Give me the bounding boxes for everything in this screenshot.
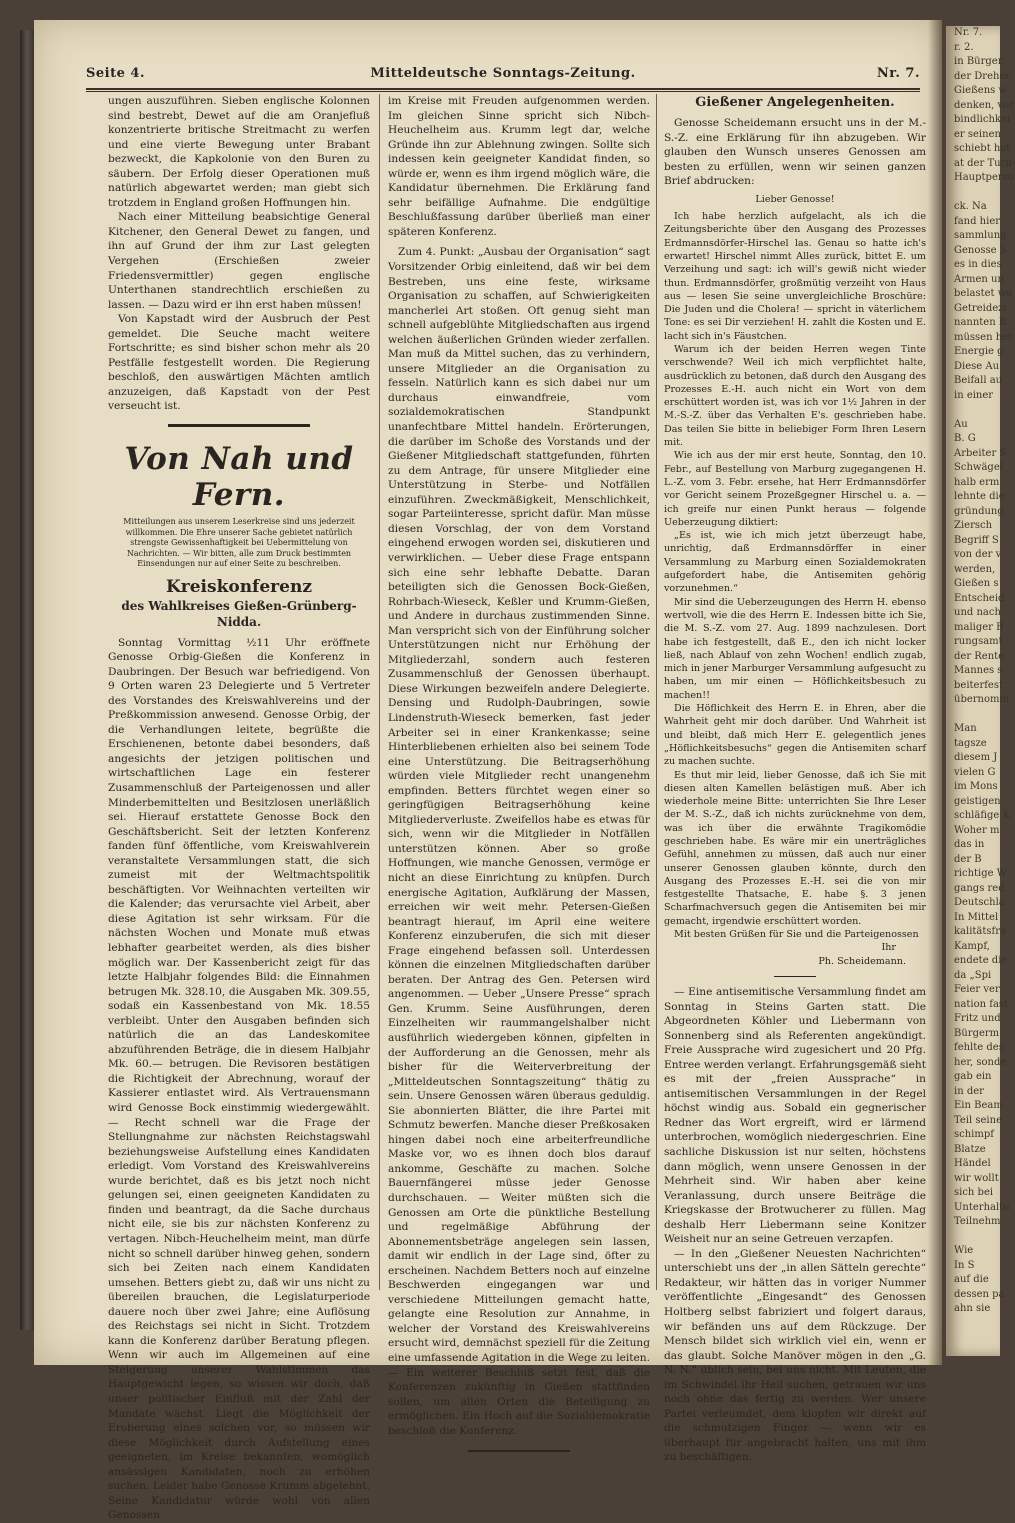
adjacent-page-fragment-line: beiterfest (954, 679, 1004, 691)
adjacent-page-fragment-line: kalitätsfra (954, 926, 1006, 937)
adjacent-page-fragment-line: Woher m (954, 824, 1000, 836)
adjacent-page-fragment-line: Genosse S (954, 244, 1007, 256)
adjacent-page-fragment-line: lehnte die (954, 491, 1005, 502)
adjacent-page-fragment-line (946, 403, 1000, 418)
giessener-nachrichten-paragraph: — In den „Gießener Neuesten Nachrichten“ unterschiebt uns der „in allen Sätteln gerechte“ Redakteur, wir hätten das in voriger Nummer veröffentlichte „Eingesandt“ des Genossen Holtberg selbst fabriziert und folgert daraus, wir befänden uns auf dem Rückzuge. Der Mensch bildet sich wirklich viel ein, wenn er das glaubt. Solche Manöver mögen in den „G. N. N.“ üblich sein, bei uns nicht. Mit Leuten, die im Schwindel ihr Heil suchen, getrauen wir uns noch ohne das fertig zu werden. Wer unsere Partei verleumdet, dem klopfen wir direkt auf die schmutzigen Finger — wenn wir es überhaupt für angebracht halten, uns mit ihm zu beschäftigen. (664, 1247, 926, 1464)
adjacent-page-fragment-line: ck. Na (954, 201, 987, 212)
adjacent-page-fragment-line: Feier ver (954, 984, 1000, 995)
page-header (86, 62, 920, 86)
war-report-paragraph-3: Von Kapstadt wird der Ausbruch der Pest gemeldet. Die Seuche macht weitere Fortschritte; es sind bisher schon mehr als 20 Pestfälle festgestellt worden. Die Regierung beschloß, den auswärtigen Mächten amtlich anzuzeigen, daß Kapstadt von der Pest verseucht ist. (108, 313, 370, 413)
letter-paragraph-6: Es thut mir leid, lieber Genosse, daß ich Sie mit diesen alten Kamellen belästigen muß. Aber ich wiederhole meine Bitte: unterrichten Sie Ihre Leser der M. S.-Z., daß ich nichts zurücknehme von dem, was ich über die erwähnte Tragikomödie geschrieben habe. Es wäre mir ein unerträgliches Gefühl, annehmen zu müssen, daß auch nur einer unserer Genossen glauben könnte, durch den Ausgang des Prozesses E.-H. sei die von mir festgestellte Thatsache, E. habe §. 3 jenen Scharfmachversuch gegen die Antisemiten bei mir gemacht, irgendwie erschüttert worden. (664, 769, 926, 927)
adjacent-page-fragment-line (946, 708, 1000, 723)
adjacent-page-fragment-line: rungsamt (954, 636, 1003, 647)
column-2 (388, 94, 650, 1437)
adjacent-page-fragment-line: geistigen (954, 795, 1001, 807)
adjacent-page-fragment-line: B. G (954, 433, 976, 444)
war-report-paragraph-1: ungen auszuführen. Sieben englische Kolonnen sind bestrebt, Dewet auf die am Oranjefluß konzentrierte britische Streitmacht zu werfen und eine vierte Bewegung unter Brabant bezweckt, die Kapkolonie von den Buren zu säubern. Der Erfolg dieser Operationen muß natürlich abgewartet werden; man giebt sich trotzdem in England großen Hoffnungen hin. (108, 95, 370, 209)
adjacent-page-fragment-line: in Bürger (954, 56, 1003, 67)
adjacent-page-fragment-line: der B (954, 853, 982, 865)
adjacent-page-fragment-line: r. 2. (954, 41, 974, 53)
adjacent-page-fragment-line: Begriff S (954, 534, 999, 546)
adjacent-page-fragment-line: richtige W (954, 868, 1008, 879)
adjacent-page-fragment-line: endete die (954, 955, 1008, 966)
adjacent-page-fragment-line: Diese Au (954, 360, 1000, 372)
letter-paragraph-1: Ich habe herzlich aufgelacht, als ich die Zeitungsberichte über den Ausgang des Prozesses Erdmannsdörfer-Hirschel las. Genau so hatte ich's erwartet! Hirschel nimmt Alles zurück, bittet E. um Verzeihung und sagt: ich will's gewiß nicht wieder thun. Erdmannsdörfer, großmütig verzeiht von Haus aus — lesen Sie seine unvergleichliche Broschüre: Die Juden und die Cholera! — spricht in väterlichem Tone: es sei Dir verziehen! H. zahlt die Kosten und E. lacht sich in's Fäustchen. (664, 211, 926, 342)
adjacent-page-fragment-line: nannten B (954, 317, 1007, 328)
adjacent-page-fragment-line: In Mittel (954, 911, 999, 923)
article-subtitle-wahlkreis: des Wahlkreises Gießen-Grünberg-Nidda. (121, 598, 357, 629)
book-spine (20, 30, 34, 1330)
adjacent-page-fragment-line: In S (954, 1259, 975, 1271)
adjacent-page-fragment-line: Entscheid (954, 592, 1005, 604)
adjacent-page-fragment-line: in einer (954, 389, 994, 401)
kreiskonferenz-body: Sonntag Vormittag ½11 Uhr eröffnete Genosse Orbig-Gießen die Konferenz in Daubringen. Der Besuch war befriedigend. Von 9 Orten waren 23 Delegierte und 5 Vertreter des Vorstandes des Kreiswahlvereins und der Preßkommission anwesend. Genosse Orbig, der die Verhandlungen leitete, begrüßte die Erschienenen, betonte dabei besonders, daß angesichts der jetzigen politischen und wirtschaftlichen Lage ein festerer Zusammenschluß der Parteigenossen und aller Minderbemittelten und Besitzlosen unerläßlich sei. Hierauf erstattete Genosse Bock den Geschäftsbericht. Seit der letzten Konferenz fanden fünf öffentliche, vom Kreiswahlverein veranstaltete Versammlungen statt, die sich zumeist mit der Weltmachtspolitik beschäftigten. Vor Weihnachten verteilten wir die Kalender; das verursachte viel Arbeit, aber diese Agitation ist sehr wirksam. Für die nächsten Wochen und Monate muß etwas lebhafter gearbeitet werden, als dies bisher möglich war. Der Kassenbericht zeigt für das letzte Halbjahr folgendes Bild: die Einnahmen betrugen Mk. 328.10, die Ausgaben Mk. 309.55, sodaß ein Kassenbestand von Mk. 18.55 verbleibt. Unter den Ausgaben befinden sich natürlich die an das Landeskomitee abzuführenden Beträge, die in diesem Halbjahr Mk. 60.— betrugen. Die Revisoren bestätigen die Richtigkeit der Abrechnung, worauf der Kassierer entlastet wird. Als Vertrauensmann wird Genosse Bock einstimmig wiedergewählt. — Recht schnell war die Frage der Stellungnahme zur nächsten Reichstagswahl beziehungsweise Aufstellung eines Kandidaten erledigt. Vom Vorstand des Kreiswahlvereins wurde berichtet, daß es bis jetzt noch nicht gelungen sei, einen geeigneten Kandidaten zu finden und beantragt, da die Sache durchaus nicht eile, sie bis zur nächsten Konferenz zu vertagen. Nibch-Heuchelheim meint, man dürfe nicht so schnell darüber hinweg gehen, sondern sich bei Zeiten nach einem Kandidaten umsehen. Betters giebt zu, daß wir uns nicht zu übereilen brauchen, die Legislaturperiode dauere noch über zwei Jahre; eine Auflösung des Reichstags sei nicht in Sicht. Trotzdem kann die Konferenz darüber Beratung pflegen. Wenn wir auch im Allgemeinen auf eine Steigerung unserer Wahlstimmen das Hauptgewicht legen, so wissen wir doch, daß unser politischer Einfluß mit der Zahl der Mandate wächst. Liegt die Möglichkeit der Eroberung eines solchen vor, so müssen wir diese Möglichkeit durch Aufstellung eines geeigneten, im Kreise bekannten, womöglich ansässigen Kandidaten, noch zu erhöhen suchen. Leider habe Genosse Krumm abgelehnt. Seine Kandidatur würde wohl von allen Genossen (108, 636, 370, 1522)
kreiskonferenz-continued: im Kreise mit Freuden aufgenommen werden. Im gleichen Sinne spricht sich Nibch-Heuchelheim aus. Krumm legt dar, welche Gründe ihn zur Ablehnung zwingen. Sollte sich indessen kein geeigneter Kandidat finden, so würde er, wenn es ihm irgend möglich wäre, die Kandidatur übernehmen. Die Erklärung fand sehr beifällige Aufnahme. Die endgültige Beschlußfassung darüber überließ man einer späteren Konferenz. (388, 95, 650, 238)
adjacent-page-fragment-line: Ziersch (954, 520, 993, 531)
adjacent-page-fragment-line: vielen G (954, 766, 996, 778)
adjacent-page-fragment-line: gründung (954, 505, 1004, 517)
column-divider-1 (379, 94, 380, 1290)
adjacent-page-fragment-line: auf die (954, 1274, 989, 1285)
adjacent-page-fragment-line: fand hier (954, 215, 1001, 227)
adjacent-page-fragment-line: diesem J (954, 752, 998, 763)
adjacent-page-fragment-line: bindlichkei (954, 114, 1011, 125)
adjacent-page-fragment-line: sich bei (954, 1187, 994, 1198)
adjacent-page-fragment-line: at der Turn- (954, 157, 1015, 169)
giessener-intro: Genosse Scheidemann ersucht uns in der M.-S.-Z. eine Erklärung für ihn abzugeben. Wir glauben den Wunsch unseres Genossen am besten zu erfüllen, wenn wir seinen ganzen Brief abdrucken: (664, 117, 926, 188)
adjacent-page-fragment-line: werden, (954, 563, 996, 575)
letter-signature: Ph. Scheidemann. (818, 955, 906, 967)
adjacent-page-fragment-line: er seinen (954, 128, 1001, 140)
adjacent-page-fragment-line: nation fast (954, 998, 1009, 1010)
newspaper-title: Mitteldeutsche Sonntags-Zeitung. (370, 66, 636, 81)
article-end-rule (468, 1450, 570, 1452)
adjacent-page-fragment-line: denken, vor (954, 99, 1014, 111)
letter-quote: „Es ist, wie ich mich jetzt überzeugt habe, unrichtig, daß Erdmannsdörffer in einer Versammlung zu Marburg einen Sozialdemokraten aufgefordert habe, die Antisemiten gehörig vorzunehmen.“ (664, 530, 926, 595)
letter-end-rule (774, 976, 816, 977)
adjacent-page-fragment-line: der Dreher (954, 70, 1011, 82)
letter-paragraph-3: Wie ich aus der mir erst heute, Sonntag, den 10. Febr., auf Bestellung von Marburg zugegangenen H. L.-Z. vom 3. Febr. ersehe, hat Herr Erdmannsdörfer vor Gericht seinem Prozeßgegner Hirschel u. a. — ich greife nur einen Punkt heraus — folgende Ueberzeugung diktiert: (664, 450, 926, 528)
letter-salutation: Lieber Genosse! (755, 193, 835, 205)
letter-paragraph-2: Warum ich der beiden Herren wegen Tinte verschwende? Weil ich mich verpflichtet halte, ausdrücklich zu betonen, daß durch den Ausgang des Prozesses E.-H. auch nicht ein Wort von dem erschüttert worden ist, was ich vor 1½ Jahren in der M.-S.-Z. über das Verhalten E's. geschrieben habe. Das teilen Sie bitte in beliebiger Form Ihren Lesern mit. (664, 344, 926, 449)
adjacent-page-fragment-line: halb erm (954, 476, 1000, 488)
adjacent-page-fragment-line: Ein Beam (954, 1100, 1003, 1111)
adjacent-page-fragment-line: Gießens w (954, 85, 1008, 96)
organisation-paragraph: Zum 4. Punkt: „Ausbau der Organisation“ sagt Vorsitzender Orbig einleitend, daß wir bei dem Bestreben, uns eine feste, wirksame Organisation zu schaffen, auf Schwierigkeiten mancherlei Art stoßen. Oft genug sieht man schnell aufgeblühte Mitgliedschaften aus irgend welchen äußerlichen Gründen wieder zerfallen. Man muß da Mittel suchen, das zu verhindern, unsere Mitglieder an die Organisation zu fesseln. Natürlich kann es sich dabei nur um durchaus einwandfreie, vom sozialdemokratischen Standpunkt unanfechtbare Mittel handeln. Erörterungen, die darüber im Schoße des Vorstands und der Gießener Mitgliedschaft stattgefunden, führten zu dem Antrage, für unsere Mitglieder eine Unterstützung in Sterbe- und Notfällen einzuführen. Zweckmäßigkeit, Menschlichkeit, sogar Parteiinteresse, spricht dafür. Man müsse diesen Vorschlag, der von dem Vorstand eingehend erwogen worden sei, diskutieren und verwirklichen. — Ueber diese Frage entspann sich eine sehr lebhafte Debatte. Daran beteiligten sich die Genossen Bock-Gießen, Rohrbach-Wieseck, Keßler und Krumm-Gießen, und Andere in durchaus zustimmenden Sinne. Man verspricht sich von der Einführung solcher Unterstützungen nicht nur Erhöhung der Mitgliederzahl, sondern auch festeren Zusammenschluß der Genossen überhaupt. Diese Wirkungen bezweifeln andere Delegierte. Densing und Rudolph-Daubringen, sowie Lindenstruth-Wieseck bemerken, fast jeder Arbeiter sei in einer Krankenkasse; seine Hinterbliebenen erhielten also bei seinem Tode eine Unterstützung. Die Beitragserhöhung würden viele Mitglieder recht unangenehm empfinden. Betters fürchtet wegen einer so geringfügigen Beitragserhöhung keine Mitgliederverluste. Zweifellos habe es etwas für sich, wenn wir die Mitglieder in Notfällen unterstützen können. Aber so große Hoffnungen, wie manche Genossen, vermöge er nicht an diese Einrichtung zu knüpfen. Durch energische Agitation, Aufklärung der Massen, erreichen wir weit mehr. Petersen-Gießen beantragt hierauf, im April eine weitere Konferenz einzuberufen, die sich mit dieser Frage eingehend befassen soll. Unterdessen können die einzelnen Mitgliedschaften darüber beraten. Der Antrag des Gen. Petersen wird angenommen. — Ueber „Unsere Presse“ sprach Gen. Krumm. Seine Ausführungen, deren Einzelheiten wir raummangelshalber nicht ausführlich wiedergeben können, gipfelten in der Aufforderung an die Genossen, mehr als bisher für die Weiterverbreitung der „Mitteldeutschen Sonntagszeitung“ thätig zu sein. Unsere Genossen wären überaus geduldig. Sie abonnierten Blätter, die ihre Partei mit Schmutz bewerfen. Manche dieser Preßkosaken hingen dabei noch eine arbeiterfreundliche Maske vor, wo es ihnen doch blos darauf ankomme, Geschäfte zu machen. Solche Bauernfängerei müsse jeder Genosse durchschauen. — Weiter müßten sich die Genossen am Orte die pünktliche Bestellung und regelmäßige Abführung der Abonnementsbeträge angelegen sein lassen, damit wir endlich in der Lage sind, öfter zu erscheinen. Nachdem Betters noch auf einzelne Beschwerden eingegangen war und verschiedene Mitteilungen gemacht hatte, gelangte eine Resolution zur Annahme, in welcher der Vorstand des Kreiswahlvereins ersucht wird, demnächst speziell für die Zeitung eine umfassende Agitation in die Wege zu leiten. — Ein weiterer Beschluß setzt fest, daß die Konferenzen zukünftig in Gießen stattfinden sollen, um allen Orten die Beteiligung zu ermöglichen. Ein Hoch auf die Sozialdemokratie beschloß die Konferenz. (388, 246, 650, 1437)
editorial-notice: Mitteilungen aus unserem Leserkreise sind uns jederzeit willkommen. Die Ehre unserer Sache gebietet natürlich strengste Gewissenhaftigkeit bei Uebermittelung von Nachrichten. — Wir bitten, alle zum Druck bestimmten Einsendungen nur auf einer Seite zu beschreiben. (123, 517, 355, 569)
adjacent-page-fragment-line: Teil seine (954, 1114, 1002, 1126)
adjacent-page-fragment-line: tagsze (954, 737, 987, 749)
adjacent-page-fragment-line: da „Spi (954, 969, 992, 981)
column-3 (664, 94, 926, 1464)
adjacent-page-fragment-line: übernomm (954, 694, 1009, 705)
adjacent-page-fragment-line: Bürgerm (954, 1027, 1000, 1039)
adjacent-page-fragment-line: ahn sie (954, 1303, 991, 1314)
section-rule (168, 424, 310, 427)
adjacent-page-fragment-line: schiebt hat (954, 143, 1011, 154)
adjacent-page-fragment-line: es in dies (954, 259, 1002, 270)
adjacent-page-fragment-line: Armen un (954, 273, 1004, 285)
adjacent-page-fragment-line: und nach (954, 607, 1001, 618)
adjacent-page-fragment-line: Teilnehm (954, 1216, 1001, 1227)
adjacent-page-fragment-line: Beifall au (954, 375, 1003, 386)
adjacent-page-fragment-line: im Mons (954, 781, 998, 792)
adjacent-page-fragment-line: Getreidezi (954, 302, 1007, 314)
adjacent-page-fragment-line: Schwägel (954, 462, 1003, 473)
adjacent-page-fragment-line: gangs red (954, 882, 1005, 894)
adjacent-page-fragment-line: Wie (954, 1245, 974, 1256)
adjacent-page-fragment-line: Mannes s (954, 665, 1003, 676)
adjacent-page-fragment-line: müssen her (954, 331, 1013, 343)
adjacent-page-fragment-line: Gießen s (954, 578, 999, 589)
adjacent-page-fragment-line: Arbeiter S (954, 447, 1007, 459)
adjacent-page-fragment-line: belastet we (954, 288, 1013, 299)
adjacent-page-fragment-line: schimpf (954, 1129, 994, 1140)
adjacent-page-fragment-line: gab ein (954, 1071, 992, 1082)
column-1 (108, 94, 370, 1522)
adjacent-page-fragment-line: Kampf, (954, 940, 990, 952)
adjacent-page-fragment-line: wir wollt (954, 1172, 999, 1184)
adjacent-page-fragment-line: dessen pa (954, 1288, 1005, 1300)
adjacent-page-fragment-line: Händel (954, 1158, 991, 1169)
adjacent-page-fragment-line: Fritz und (954, 1013, 1001, 1024)
adjacent-page-fragment-line: in der (954, 1085, 984, 1097)
header-rule (86, 88, 920, 92)
adjacent-page-fragment-line: her, sonde (954, 1056, 1007, 1068)
adjacent-page-fragment-line: Deutschla (954, 897, 1005, 908)
adjacent-page-fragment-line: maliger B (954, 621, 1004, 633)
adjacent-page-fragment (946, 26, 1015, 1356)
adjacent-page-fragment-line: Au (954, 418, 968, 430)
letter-sign-ihr: Ihr (881, 942, 896, 954)
adjacent-page-fragment-line: das in (954, 839, 985, 850)
adjacent-page-fragment-line: Unterhaltu (954, 1201, 1010, 1213)
issue-number: Nr. 7. (876, 66, 920, 81)
adjacent-page-fragment-line: schläfige K (954, 810, 1010, 821)
adjacent-page-text (946, 26, 1015, 1317)
adjacent-page-fragment-line: sammlung (954, 230, 1007, 241)
page-gutter-shadow (928, 20, 942, 1365)
adjacent-page-fragment-line: Energie g (954, 346, 1004, 357)
adjacent-page-fragment-line (946, 186, 1000, 201)
article-title-kreiskonferenz: Kreiskonferenz (166, 576, 312, 597)
column-divider-2 (656, 94, 657, 1290)
adjacent-page-fragment-line: Blatze (954, 1143, 986, 1155)
war-report-paragraph-2: Nach einer Mitteilung beabsichtige General Kitchener, den General Dewet zu fangen, und ihn auf Grund der ihm zur Last gelegten Vergehen (Erschießen zweier Friedensvermittler) gegen englische Unterthanen standrechtlich erschießen zu lassen. — Dazu wird er ihn erst haben müssen! (108, 211, 370, 311)
antisemitic-meeting-paragraph: — Eine antisemitische Versammlung findet am Sonntag in Steins Garten statt. Die Abgeordneten Köhler und Liebermann von Sonnenberg sind als Referenten angekündigt. Freie Aussprache wird zugesichert und 20 Pfg. Entree werden verlangt. Erfahrungsgemäß sieht es mit der „freien Aussprache“ in antisemitischen Versammlungen in der Regel höchst windig aus. Sobald ein gegnerischer Redner das Wort ergreift, wird er lärmend unterbrochen, womöglich niedergeschrien. Eine sachliche Diskussion ist nur selten, höchstens dann möglich, wenn unsere Genossen in der Mehrheit sind. Wir haben aber keine Veranlassung, durch unsere Beiträge die Kriegskasse der Brotwucherer zu füllen. Mag deshalb Herr Liebermann seine Konitzer Weisheit nur an seine Getreuen verzapfen. (664, 985, 926, 1246)
adjacent-page-fragment-line: Hauptperso (954, 172, 1014, 183)
adjacent-page-fragment-line: Nr. 7. (954, 27, 983, 38)
letter-paragraph-5: Die Höflichkeit des Herrn E. in Ehren, aber die Wahrheit geht mir doch darüber. Und Wahrheit ist und bleibt, daß mich Herr E. gelegentlich jenes „Höflichkeitsbesuchs“ gegen die Antisemiten scharf zu machen suchte. (664, 703, 926, 768)
adjacent-page-fragment-line (946, 1230, 1000, 1245)
section-title: Von Nah und Fern. (124, 441, 354, 514)
letter-paragraph-4: Mir sind die Ueberzeugungen des Herrn H. ebenso wertvoll, wie die des Herrn E. Indessen bitte ich Sie, die M. S.-Z. vom 27. Aug. 1899 nachzulesen. Dort habe ich festgestellt, daß E., den ich nicht locker ließ, nach Ablauf von zehn Wochen! endlich zugab, mich in jener Marburger Versammlung aufgesucht zu haben, um mir einen — Höflichkeitsbesuch zu machen!! (664, 596, 926, 701)
adjacent-page-fragment-line: Man (954, 723, 977, 734)
article-title-giessener: Gießener Angelegenheiten. (695, 95, 895, 110)
adjacent-page-fragment-line: von der v (954, 549, 1002, 560)
letter-closing: Mit besten Grüßen für Sie und die Parteigenossen (674, 929, 919, 941)
page-number: Seite 4. (86, 66, 145, 81)
adjacent-page-fragment-line: fehlte des (954, 1042, 1004, 1053)
adjacent-page-fragment-line: der Rente (954, 650, 1005, 662)
